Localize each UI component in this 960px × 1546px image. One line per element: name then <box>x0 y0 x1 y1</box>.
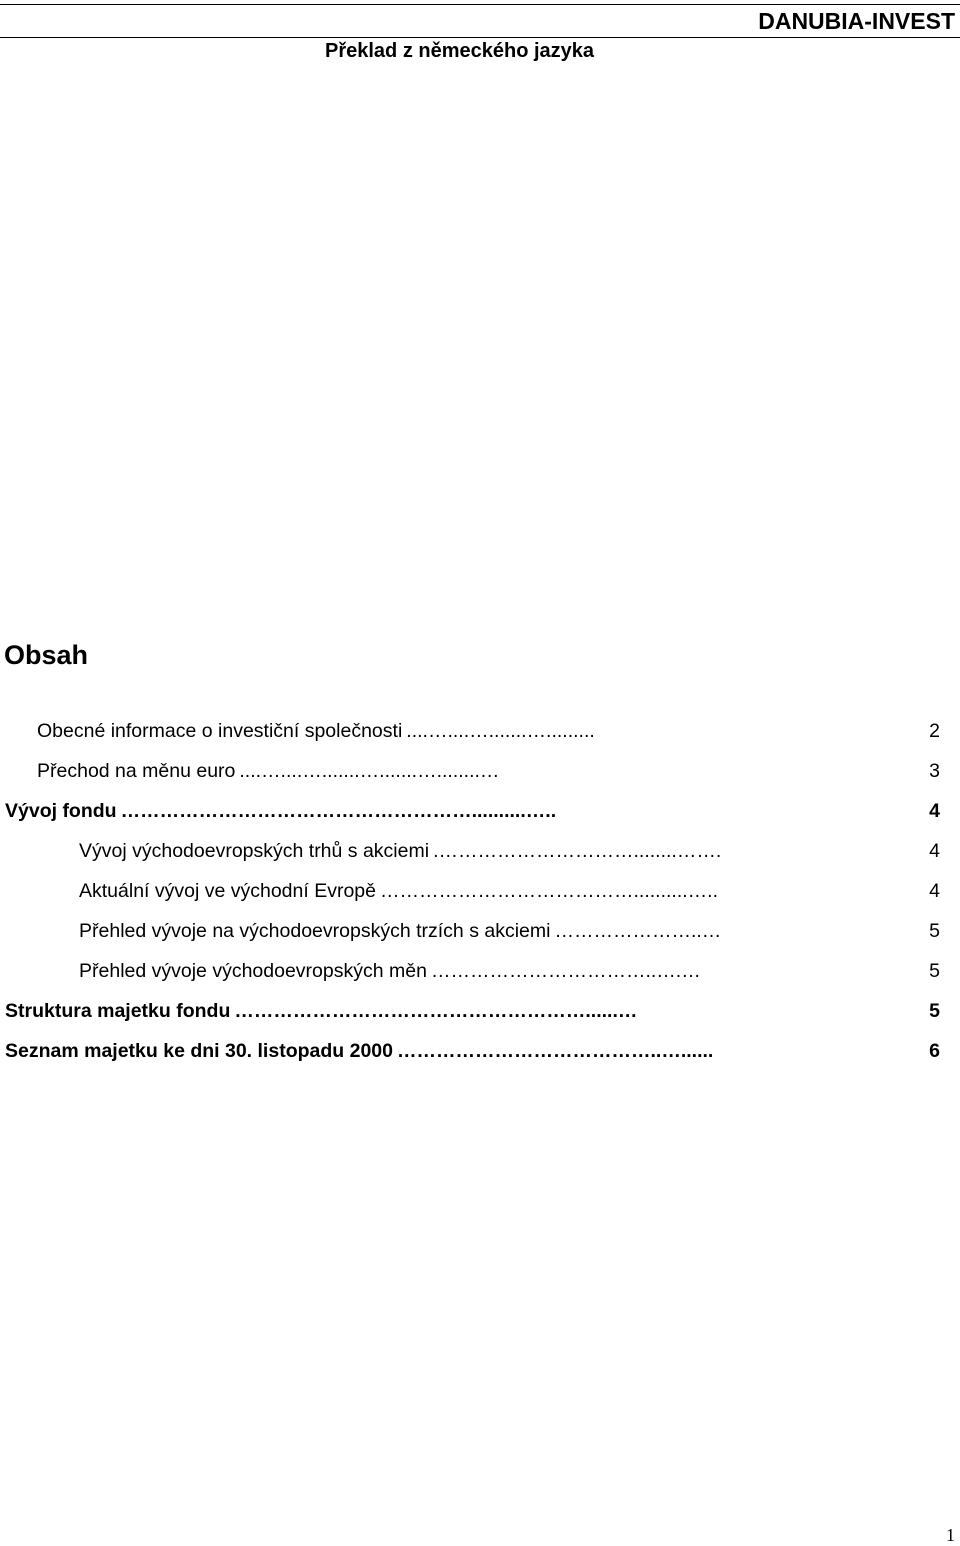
toc-entry-page: 4 <box>929 840 940 862</box>
toc-entry-page: 5 <box>929 1000 940 1022</box>
company-name: DANUBIA-INVEST <box>758 8 955 34</box>
toc-entry-label: Přechod na měnu euro <box>37 760 236 782</box>
toc-entry-leader: …………………..… <box>554 920 722 942</box>
toc-entry-leader: ………………………………………………......… <box>234 1000 638 1022</box>
toc-entry-label: Seznam majetku ke dni 30. listopadu 2000 <box>5 1040 393 1062</box>
toc-entry-page: 5 <box>929 920 940 942</box>
toc-entry[interactable] <box>5 1000 940 1030</box>
toc-entry-page: 2 <box>929 720 940 742</box>
toc-entry-leader: ....…....….......….......…........… <box>239 760 500 782</box>
toc-entry-label: Struktura majetku fondu <box>5 1000 231 1022</box>
toc-entry-leader: .…………………………........……. <box>433 840 722 862</box>
header-bottom-rule <box>0 37 960 38</box>
toc-entry-page: 4 <box>929 800 940 822</box>
toc-entry[interactable] <box>79 840 940 870</box>
toc-entry-label: Aktuální vývoj ve východní Evropě <box>79 880 376 902</box>
toc-entry-leader: ……………………………..….… <box>430 960 701 982</box>
toc-entry[interactable] <box>5 800 940 830</box>
toc-heading: Obsah <box>4 640 89 670</box>
toc-entry-page: 3 <box>929 760 940 782</box>
toc-entry[interactable] <box>37 720 940 750</box>
toc-entry-leader: …………………………………..........….. <box>380 880 719 902</box>
toc-entry[interactable] <box>37 760 940 790</box>
toc-entry[interactable] <box>79 960 940 990</box>
toc-entry-leader: ....…....….......…......... <box>406 720 595 742</box>
toc-entry-label: Obecné informace o investiční společnosti <box>37 720 403 742</box>
header-top-rule <box>0 4 960 5</box>
toc-entry[interactable] <box>79 920 940 950</box>
toc-entry-label: Přehled vývoje na východoevropských trzích s akciemi <box>79 920 551 942</box>
toc-entry-page: 4 <box>929 880 940 902</box>
toc-entry-leader: ………………………………………………..........….. <box>120 800 557 822</box>
translation-note: Překlad z německého jazyka <box>325 40 595 62</box>
toc-entry-page: 6 <box>929 1040 940 1062</box>
toc-entry-label: Vývoj východoevropských trhů s akciemi <box>79 840 430 862</box>
toc-entry[interactable] <box>5 1040 940 1070</box>
toc-entry[interactable] <box>79 880 940 910</box>
toc-entry-page: 5 <box>929 960 940 982</box>
toc-entry-label: Přehled vývoje východoevropských měn <box>79 960 427 982</box>
toc-entry-leader: …………………………………..…...... <box>396 1040 714 1062</box>
toc-entry-label: Vývoj fondu <box>5 800 117 822</box>
page-number: 1 <box>946 1525 955 1545</box>
